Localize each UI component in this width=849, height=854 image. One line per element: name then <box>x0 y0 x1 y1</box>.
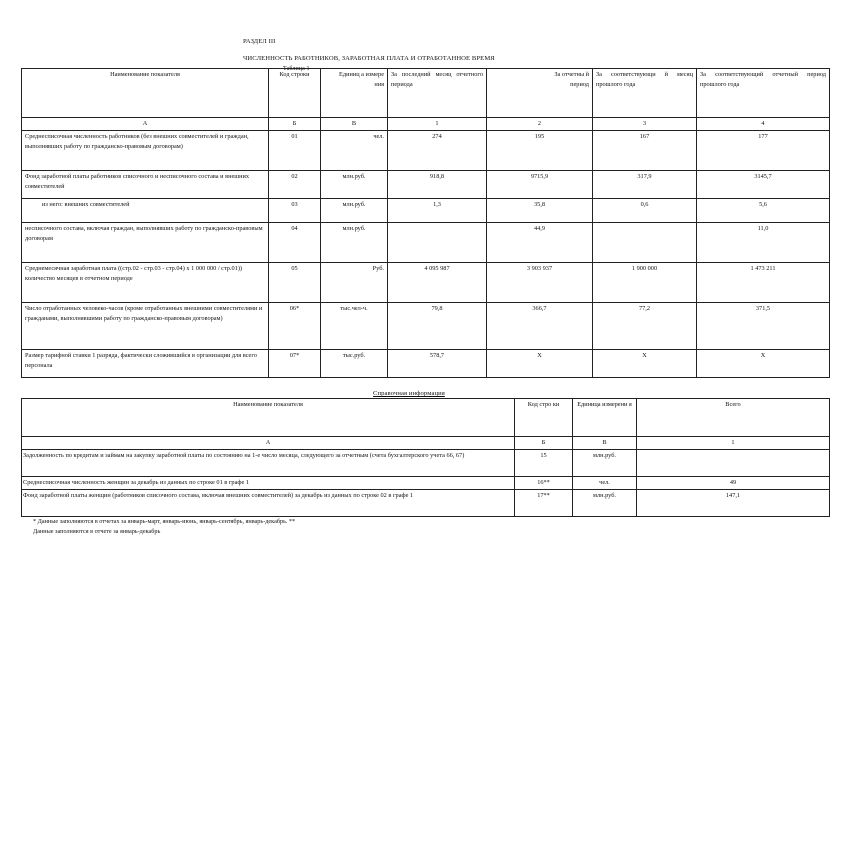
row-value <box>388 222 487 262</box>
letter-cell: А <box>22 118 269 131</box>
letters-row <box>22 118 830 131</box>
col-header-prev-period: За соответствующий отчетный период прошлого года <box>697 69 830 118</box>
row-code: 07* <box>269 349 321 377</box>
letter-cell: Б <box>269 118 321 131</box>
row-code: 05 <box>269 262 321 302</box>
row-name: из него: внешних совместителей <box>22 198 269 222</box>
section-subtitle: ЧИСЛЕННОСТЬ РАБОТНИКОВ, ЗАРАБОТНАЯ ПЛАТА И ОТРАБОТАННОЕ ВРЕМЯ <box>243 55 495 62</box>
table-row <box>22 170 830 198</box>
row-value: 3 903 937 <box>487 262 593 302</box>
row-unit: млн.руб. <box>321 222 388 262</box>
reference-caption: Справочная информация <box>373 390 445 397</box>
row-value: 167 <box>593 130 697 170</box>
letter-cell: А <box>22 437 515 450</box>
row-name: Среднесписочная численность работников (без внешних совместителей и граждан, выполнявших работу по гражданско-правовым договорам) <box>22 130 269 170</box>
letter-cell: 4 <box>697 118 830 131</box>
row-unit: чел. <box>573 476 637 489</box>
row-value: 0,6 <box>593 198 697 222</box>
letters-row <box>22 437 830 450</box>
col-header-code: Код строки <box>269 69 321 118</box>
row-code: 03 <box>269 198 321 222</box>
col-header-name: Наименование показателя <box>22 69 269 118</box>
row-value: 918,8 <box>388 170 487 198</box>
row-name: Число отработанных человеко-часов (кроме отработанных внешними совместителями и гражданами, выполнявшими работу по гражданско-правовым договорам) <box>22 302 269 349</box>
row-code: 17** <box>515 489 573 516</box>
col-header-total: Всего <box>637 399 830 437</box>
letter-cell: 1 <box>388 118 487 131</box>
table-row <box>22 130 830 170</box>
table-row <box>22 349 830 377</box>
row-name: Среднемесячная заработная плата ((стр.02 - стр.03 - стр.04) x 1 000 000 / стр.01)) количество месяцев в отчетном периоде <box>22 262 269 302</box>
table-row <box>22 198 830 222</box>
row-name: Задолженность по кредитам и займам на закупку заработной платы по состоянию на 1-е число месяца, следующего за отчетным (счета бухгалтерского учета 66, 67) <box>22 449 515 476</box>
row-value: 44,9 <box>487 222 593 262</box>
row-name: Размер тарифной ставки 1 разряда, фактически сложившийся в организации для всего персонала <box>22 349 269 377</box>
row-unit: млн.руб. <box>321 170 388 198</box>
table-row <box>22 476 830 489</box>
row-code: 06* <box>269 302 321 349</box>
row-name: Фонд заработной платы работников списочного и несписочного состава и внешних совместителей <box>22 170 269 198</box>
row-value: Х <box>593 349 697 377</box>
row-value: 366,7 <box>487 302 593 349</box>
footnote-first: * Данные заполняются в отчетах за январь-март, январь-июнь, январь-сентябрь, январь-декабрь. ** <box>33 518 296 525</box>
header-row <box>22 69 830 118</box>
row-value: 11,0 <box>697 222 830 262</box>
row-code: 16** <box>515 476 573 489</box>
row-value: Х <box>487 349 593 377</box>
row-name: Среднесписочная численность женщин за декабрь из данных по строке 01 в графе 1 <box>22 476 515 489</box>
row-name: несписочного состава, включая граждан, выполнявших работу по гражданско-правовым договорам <box>22 222 269 262</box>
header-row <box>22 399 830 437</box>
row-unit: чел. <box>321 130 388 170</box>
row-value: 371,5 <box>697 302 830 349</box>
reference-table <box>21 398 830 517</box>
row-value: 317,9 <box>593 170 697 198</box>
row-value: 147,1 <box>637 489 830 516</box>
row-unit: млн.руб. <box>321 198 388 222</box>
row-value: 578,7 <box>388 349 487 377</box>
col-header-period: За отчетны й период <box>487 69 593 118</box>
row-value <box>593 222 697 262</box>
section-title: РАЗДЕЛ III <box>243 38 276 45</box>
letter-cell: 2 <box>487 118 593 131</box>
row-value: 35,8 <box>487 198 593 222</box>
row-value: 1,3 <box>388 198 487 222</box>
letter-cell: 3 <box>593 118 697 131</box>
table-row <box>22 262 830 302</box>
row-unit: млн.руб. <box>573 449 637 476</box>
row-unit: Руб. <box>321 262 388 302</box>
row-value: 274 <box>388 130 487 170</box>
row-name: Фонд заработной платы женщин (работников списочного состава, включая внешних совместителей) за декабрь из данных по строке 02 в графе 1 <box>22 489 515 516</box>
col-header-prev-month: За соответствующи й месяц прошлого года <box>593 69 697 118</box>
table-label: Таблица 1 <box>283 66 310 72</box>
row-unit: тыс.чел-ч. <box>321 302 388 349</box>
row-value: 9715,9 <box>487 170 593 198</box>
col-header-last-month: За последний месяц отчетного периода <box>388 69 487 118</box>
row-value: 195 <box>487 130 593 170</box>
col-header-unit: Единица измерени я <box>573 399 637 437</box>
row-value: 5,6 <box>697 198 830 222</box>
letter-cell: В <box>321 118 388 131</box>
row-unit: тыс.руб. <box>321 349 388 377</box>
row-value: Х <box>697 349 830 377</box>
row-unit: млн.руб. <box>573 489 637 516</box>
row-value: 49 <box>637 476 830 489</box>
table-row <box>22 489 830 516</box>
letter-cell: В <box>573 437 637 450</box>
row-value: 1 900 000 <box>593 262 697 302</box>
table-row <box>22 449 830 476</box>
row-value: 77,2 <box>593 302 697 349</box>
table-row <box>22 302 830 349</box>
letter-cell: 1 <box>637 437 830 450</box>
row-code: 02 <box>269 170 321 198</box>
col-header-name: Наименование показателя <box>22 399 515 437</box>
row-value: 177 <box>697 130 830 170</box>
letter-cell: Б <box>515 437 573 450</box>
row-value: 79,8 <box>388 302 487 349</box>
row-value: 1 473 211 <box>697 262 830 302</box>
row-code: 01 <box>269 130 321 170</box>
row-code: 15 <box>515 449 573 476</box>
col-header-code: Код стро ки <box>515 399 573 437</box>
footnote-second: Данные заполняются в отчете за январь-декабрь <box>33 528 161 535</box>
row-code: 04 <box>269 222 321 262</box>
table-row <box>22 222 830 262</box>
col-header-unit: Единиц а измере ния <box>321 69 388 118</box>
row-value: 4 095 987 <box>388 262 487 302</box>
row-value <box>637 449 830 476</box>
main-table <box>21 68 830 378</box>
row-value: 3145,7 <box>697 170 830 198</box>
